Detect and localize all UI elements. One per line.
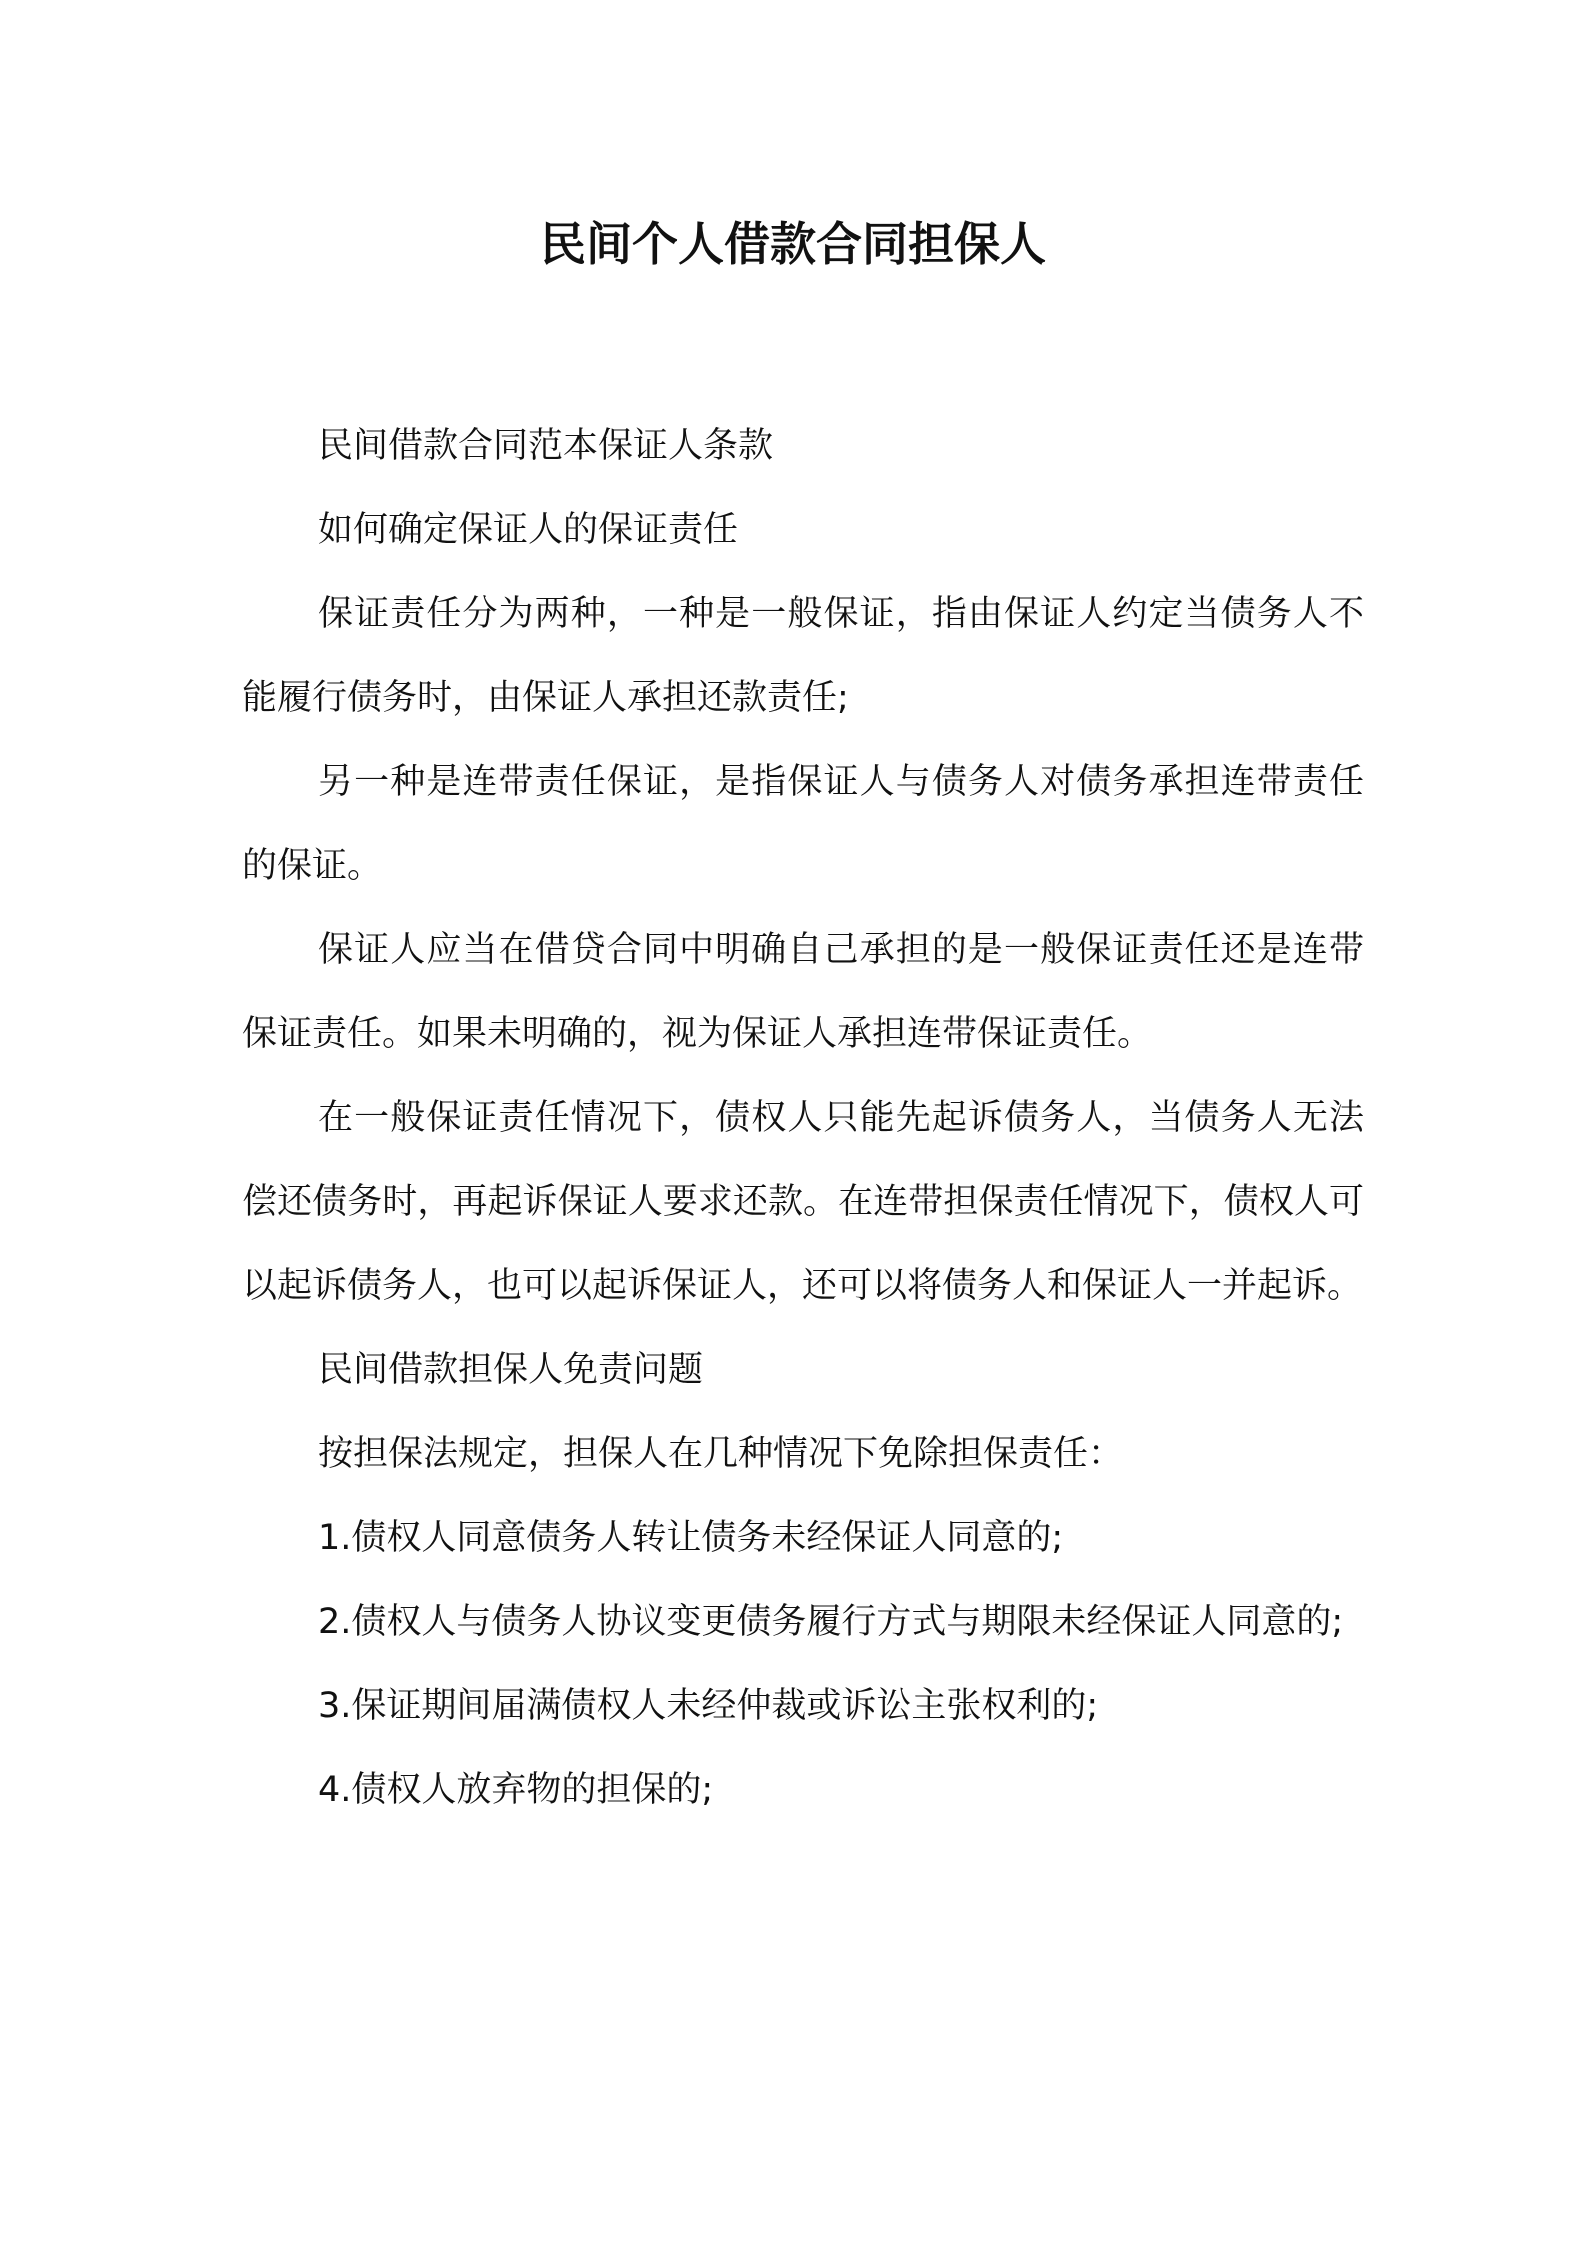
document-body [242, 404, 1364, 1832]
document-title: 民间个人借款合同担保人 [540, 217, 1046, 271]
list-item-exemption-4: 4.债权人放弃物的担保的; [318, 1770, 714, 1810]
paragraph-heading-exemption: 民间借款担保人免责问题 [318, 1350, 704, 1390]
paragraph-joint-guarantee: 另一种是连带责任保证，是指保证人与债务人对债务承担连带责任的保证。 [242, 762, 1364, 886]
paragraph-heading-guarantor-clause: 民间借款合同范本保证人条款 [318, 426, 774, 466]
paragraph-lawsuit-order: 在一般保证责任情况下，债权人只能先起诉债务人，当债务人无法偿还债务时，再起诉保证人要求还款。在连带担保责任情况下，债权人可以起诉债务人，也可以起诉保证人，还可以将债务人和保证人一并起诉。 [242, 1098, 1364, 1306]
paragraph-contract-clarify: 保证人应当在借贷合同中明确自己承担的是一般保证责任还是连带保证责任。如果未明确的，视为保证人承担连带保证责任。 [242, 930, 1364, 1054]
list-item-exemption-2: 2.债权人与债务人协议变更债务履行方式与期限未经保证人同意的; [318, 1602, 1344, 1642]
paragraph-heading-determine-liability: 如何确定保证人的保证责任 [318, 510, 739, 550]
list-item-exemption-3: 3.保证期间届满债权人未经仲裁或诉讼主张权利的; [318, 1686, 1099, 1726]
list-item-exemption-1: 1.债权人同意债务人转让债务未经保证人同意的; [318, 1518, 1064, 1558]
paragraph-general-guarantee: 保证责任分为两种，一种是一般保证，指由保证人约定当债务人不能履行债务时，由保证人承担还款责任; [242, 594, 1364, 718]
paragraph-exemption-intro: 按担保法规定，担保人在几种情况下免除担保责任： [318, 1434, 1124, 1474]
